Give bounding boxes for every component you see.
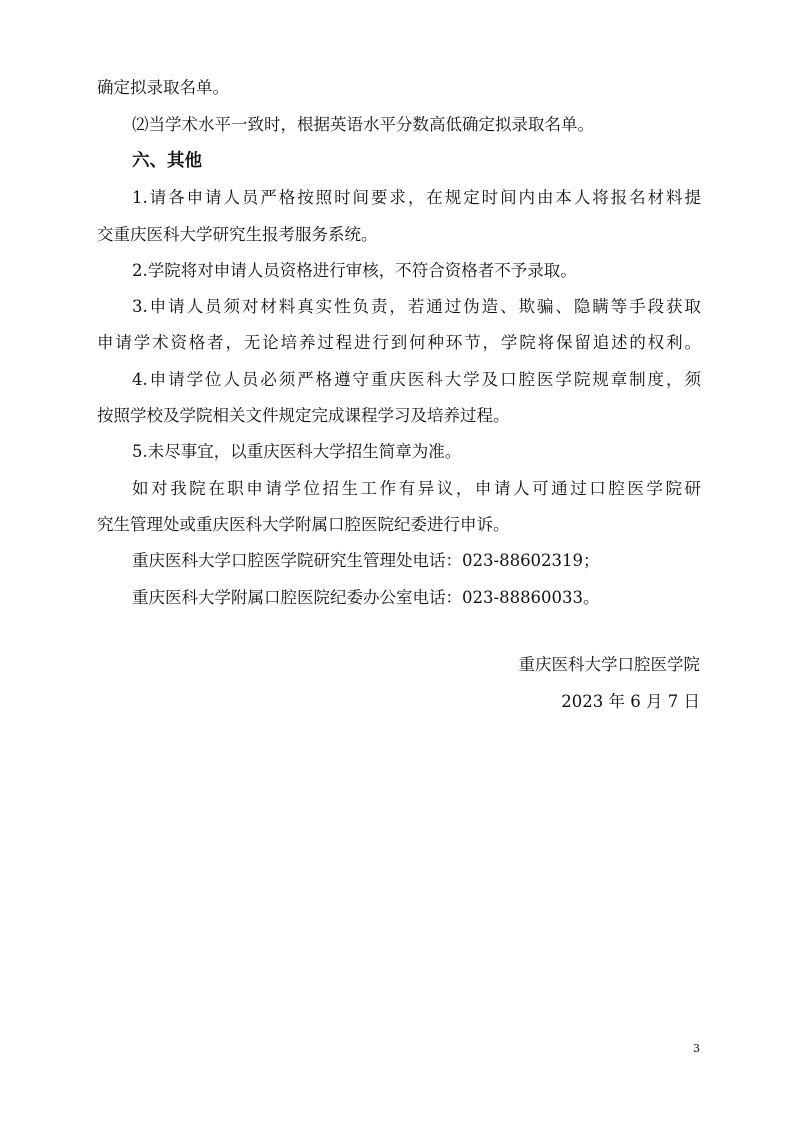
page-number: 3: [693, 1042, 700, 1055]
paragraph-line: 4.申请学位人员必须严格遵守重庆医科大学及口腔医学院规章制度，须: [132, 370, 701, 389]
paragraph-line: 如对我院在职申请学位招生工作有异议，申请人可通过口腔医学院研: [132, 479, 701, 498]
signature-date: 2023 年 6 月 7 日: [561, 692, 700, 711]
paragraph-line: 按照学校及学院相关文件规定完成课程学习及培养过程。: [97, 406, 510, 425]
signature-organization: 重庆医科大学口腔医学院: [518, 655, 700, 674]
paragraph-line: 3.申请人员须对材料真实性负责，若通过伪造、欺骗、隐瞒等手段获取: [132, 297, 701, 316]
section-heading: 六、其他: [132, 151, 202, 171]
paragraph-line: 申请学术资格者，无论培养过程进行到何种环节，学院将保留追述的权利。: [97, 333, 701, 352]
paragraph-line: 2.学院将对申请人员资格进行审核，不符合资格者不予录取。: [132, 261, 577, 280]
paragraph-line: 究生管理处或重庆医科大学附属口腔医院纪委进行申诉。: [97, 515, 510, 534]
contact-line: 重庆医科大学口腔医学院研究生管理处电话：023-88602319；: [132, 551, 600, 570]
paragraph-line: 确定拟录取名单。: [97, 78, 229, 97]
paragraph-line: 5.未尽事宜，以重庆医科大学招生简章为准。: [132, 442, 462, 461]
paragraph-line: 交重庆医科大学研究生报考服务系统。: [97, 225, 378, 244]
paragraph-line: ⑵当学术水平一致时，根据英语水平分数高低确定拟录取名单。: [132, 115, 594, 134]
paragraph-line: 1.请各申请人员严格按照时间要求，在规定时间内由本人将报名材料提: [132, 188, 701, 207]
contact-line: 重庆医科大学附属口腔医院纪委办公室电话：023-88860033。: [132, 588, 600, 607]
